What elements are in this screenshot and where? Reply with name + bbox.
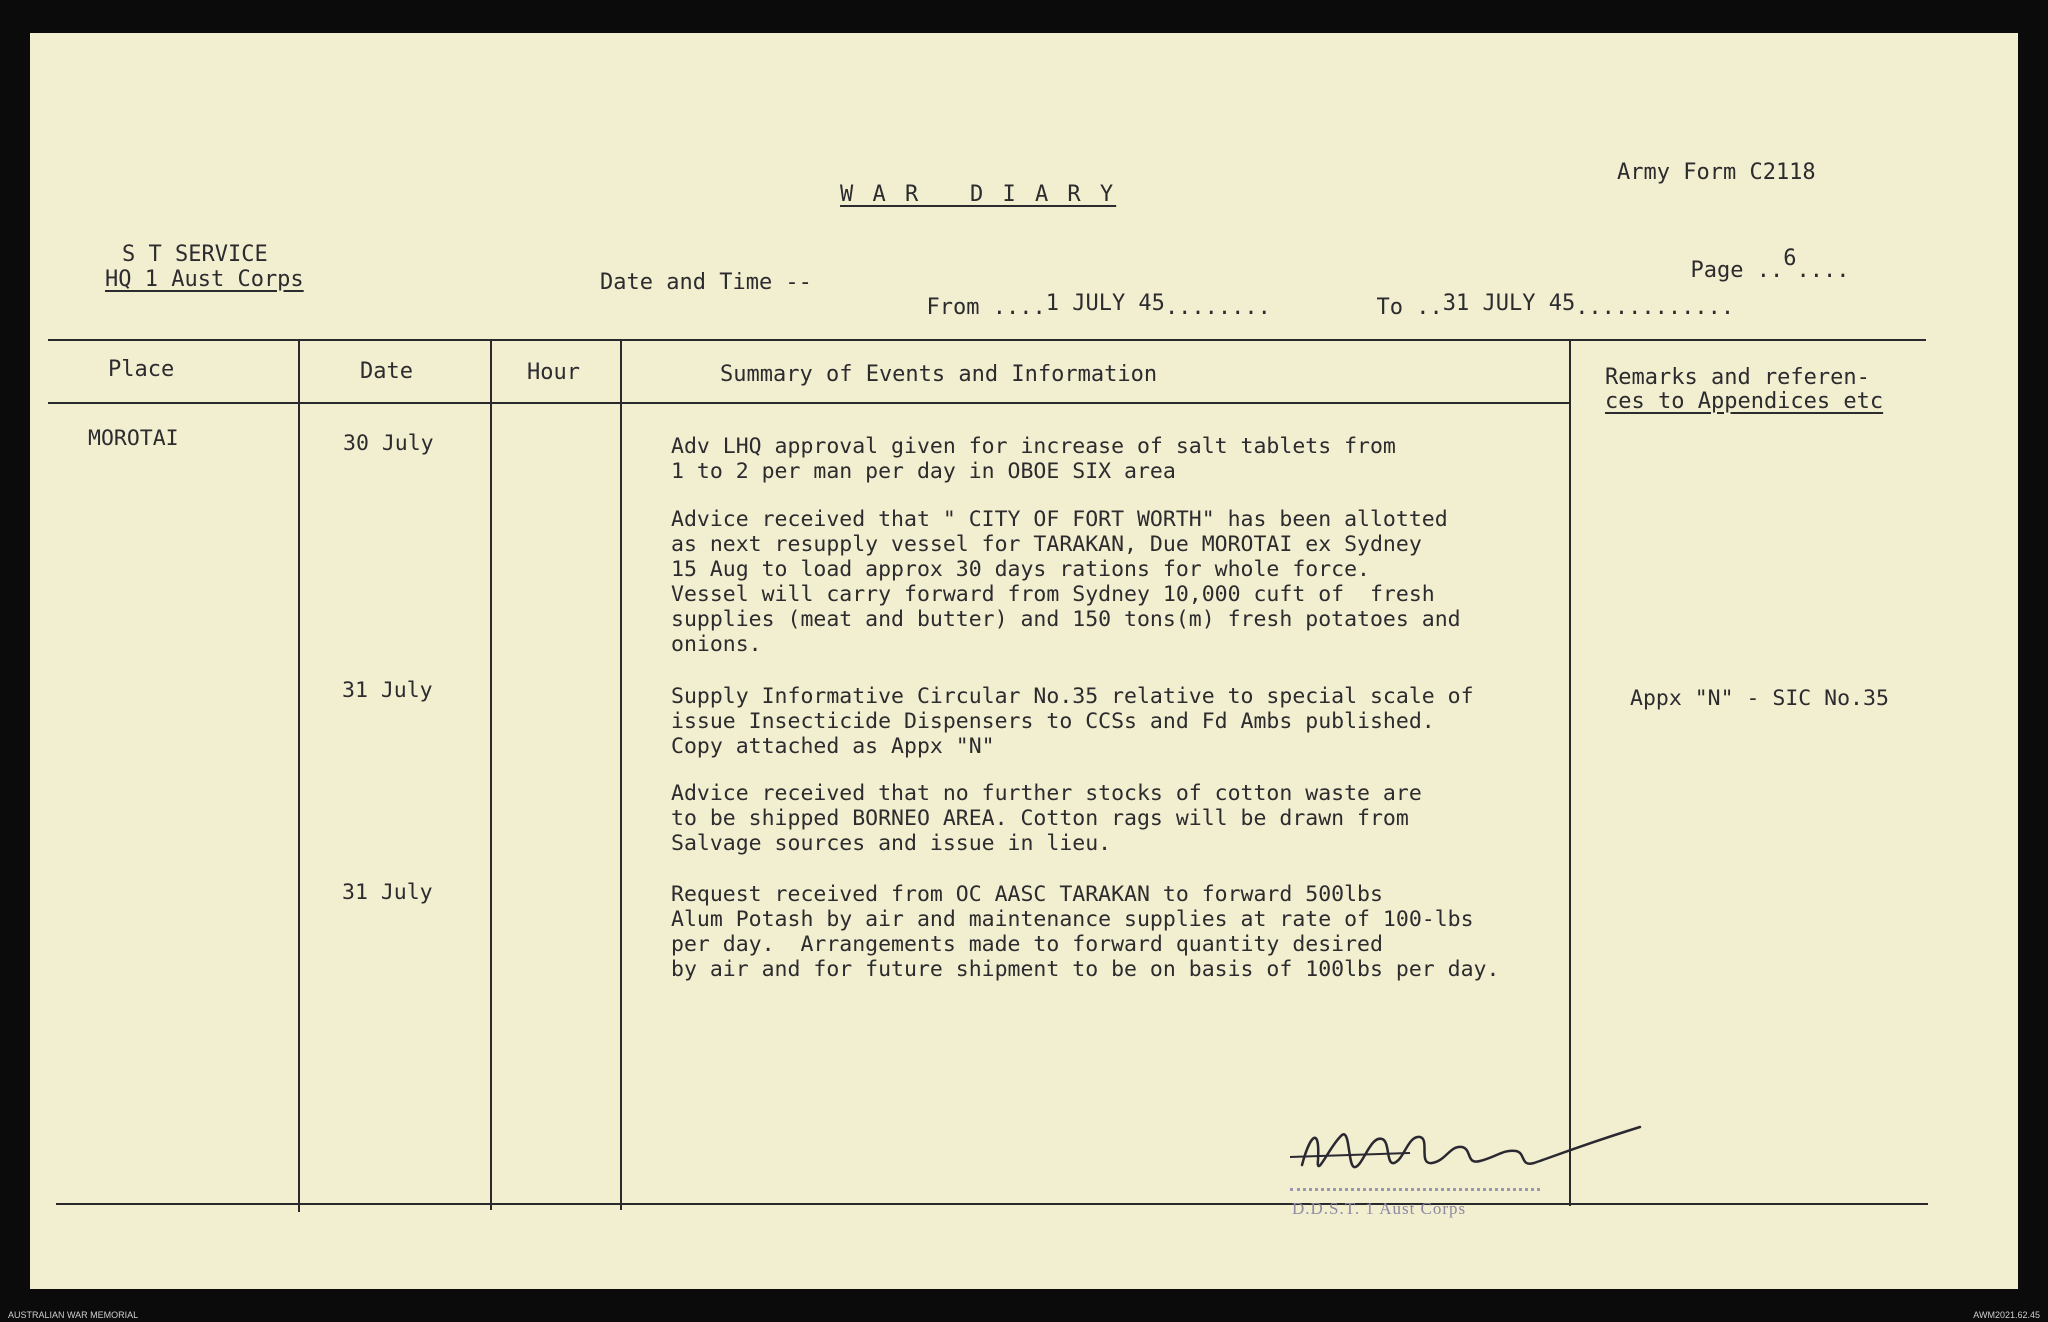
unit-name: S T SERVICE xyxy=(122,242,268,267)
column-divider-date xyxy=(490,340,492,1210)
page-dots: .... xyxy=(1796,258,1850,283)
column-header-place: Place xyxy=(108,357,175,382)
from-value: 1 JULY 45 xyxy=(1045,291,1165,316)
signature xyxy=(1290,1105,1650,1195)
date-time-label: Date and Time -- xyxy=(600,270,812,295)
footer-left: AUSTRALIAN WAR MEMORIAL xyxy=(8,1310,139,1320)
column-header-summary: Summary of Events and Information xyxy=(720,362,1158,387)
remark-appendix-n: Appx "N" - SIC No.35 xyxy=(1630,686,1889,711)
column-divider-summary xyxy=(1569,340,1571,1206)
column-divider-hour xyxy=(620,340,622,1210)
footer-right: AWM2021.62.45 xyxy=(1973,1310,2040,1320)
from-dots: ........ xyxy=(1164,295,1271,320)
entry-date-31-july-b: 31 July xyxy=(342,880,433,905)
army-form-number: Army Form C2118 xyxy=(1617,160,1816,185)
date-to xyxy=(1350,270,1734,320)
summary-paragraph-resupply-vessel: Advice received that " CITY OF FORT WORTH" has been allotted as next resupply vessel for TARAKAN, Due MOROTAI ex Sydney 15 Aug to load approx 30 days rations for whole force. Vessel will carry forward from Sydney 10,000 cuft of fresh supplies (meat and butter) and 150 tons(m) fresh potatoes and onions. xyxy=(671,507,1461,657)
to-dots: ............ xyxy=(1575,295,1735,320)
page-number: 6 xyxy=(1783,246,1797,271)
summary-paragraph-alum-potash: Request received from OC AASC TARAKAN to forward 500lbs Alum Potash by air and maintenance supplies at rate of 100-lbs per day. Arrangements made to forward quantity desired by air and for future shipment to be on basis of 100lbs per day. xyxy=(671,882,1500,982)
column-divider-place xyxy=(298,340,300,1212)
page-label-text: Page .. xyxy=(1690,258,1784,283)
stamp-dotted-line xyxy=(1290,1188,1540,1191)
table-header-rule xyxy=(48,402,1570,404)
date-from xyxy=(900,270,1271,320)
document-page xyxy=(30,33,2018,1289)
table-bottom-rule xyxy=(56,1203,1928,1205)
summary-paragraph-salt-tablets: Adv LHQ approval given for increase of salt tablets from 1 to 2 per man per day in OBOE SIX area xyxy=(671,434,1396,484)
column-header-remarks-line2: ces to Appendices etc xyxy=(1605,389,1884,414)
column-header-date: Date xyxy=(360,359,413,384)
table-top-rule xyxy=(48,339,1926,341)
document-title: W A R D I A R Y xyxy=(840,182,1117,207)
entry-place: MOROTAI xyxy=(88,426,179,451)
column-header-hour: Hour xyxy=(527,360,580,385)
unit-hq: HQ 1 Aust Corps xyxy=(105,267,304,292)
from-label: From .... xyxy=(926,295,1046,320)
to-label: To .. xyxy=(1376,295,1443,320)
column-header-remarks-line1: Remarks and referen- xyxy=(1605,365,1870,390)
to-value: 31 JULY 45 xyxy=(1442,291,1576,316)
summary-paragraph-insecticide: Supply Informative Circular No.35 relative to special scale of issue Insecticide Dispensers to CCSs and Fd Ambs published. Copy attached as Appx "N" xyxy=(671,684,1474,759)
entry-date-30-july: 30 July xyxy=(343,431,434,456)
entry-date-31-july-a: 31 July xyxy=(342,678,433,703)
summary-paragraph-cotton-waste: Advice received that no further stocks of cotton waste are to be shipped BORNEO AREA. Cotton rags will be drawn from Salvage sources and issue in lieu. xyxy=(671,781,1422,856)
unit-stamp: D.D.S.T. 1 Aust Corps xyxy=(1292,1199,1467,1218)
